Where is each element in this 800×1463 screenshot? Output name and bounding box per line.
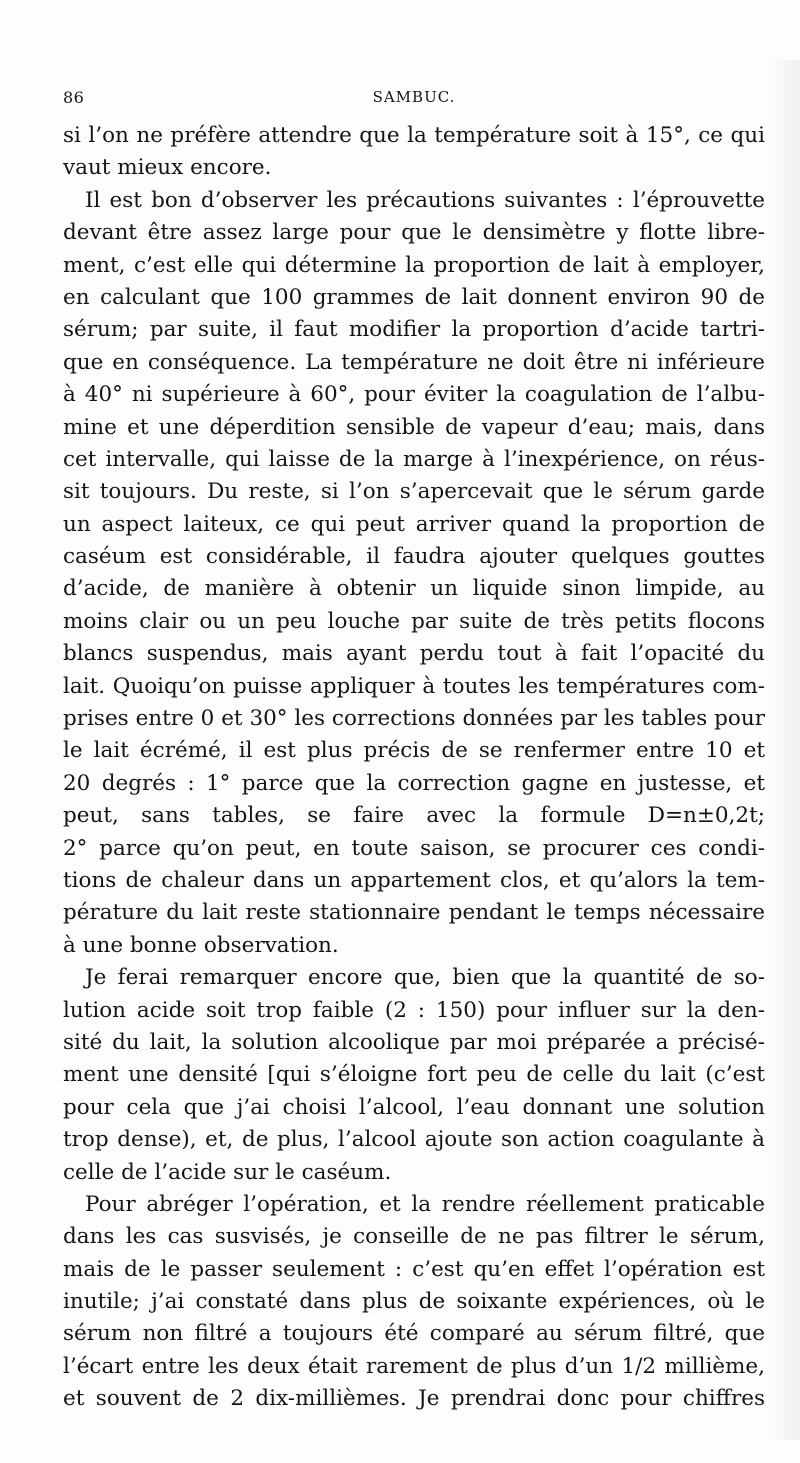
text-line: cet intervalle, qui laisse de la marge à l’inexpérience, on réus-	[63, 446, 765, 472]
text-line: à 40° ni supérieure à 60°, pour éviter la coagulation de l’albu-	[63, 382, 765, 408]
text-line: mine et une déperdition sensible de vapeur d’eau; mais, dans	[63, 414, 765, 440]
formula-line: peut, sans tables, se faire avec la formule D=n±0,2t;	[63, 803, 765, 829]
text-line: un aspect laiteux, ce qui peut arriver quand la proportion de	[63, 511, 765, 537]
text-line: 2° parce qu’on peut, en toute saison, se procurer ces condi-	[63, 835, 765, 861]
text-line: pour cela que j’ai choisi l’alcool, l’eau donnant une solution	[63, 1094, 765, 1120]
text-line: Pour abréger l’opération, et la rendre réellement praticable	[85, 1191, 765, 1217]
text-line: sérum non filtré a toujours été comparé au sérum filtré, que	[63, 1321, 765, 1347]
body-text	[63, 120, 765, 1416]
text-line: si l’on ne préfère attendre que la température soit à 15°, ce qui	[63, 123, 765, 148]
running-head	[63, 88, 765, 110]
text-line: le lait écrémé, il est plus précis de se renfermer entre 10 et	[63, 738, 765, 764]
text-line: celle de l’acide sur le caséum.	[63, 1159, 392, 1185]
text-line: prises entre 0 et 30° les corrections données par les tables pour	[63, 706, 765, 732]
text-line: d’acide, de manière à obtenir un liquide sinon limpide, au	[63, 576, 765, 602]
text-line: Il est bon d’observer les précautions suivantes : l’éprouvette	[85, 187, 765, 213]
text-line: 20 degrés : 1° parce que la correction gagne en justesse, et	[63, 770, 765, 796]
text-line: en calculant que 100 grammes de lait donnent environ 90 de	[63, 284, 765, 310]
text-line: sit toujours. Du reste, si l’on s’apercevait que le sérum garde	[63, 479, 765, 505]
text-line: pérature du lait reste stationnaire pendant le temps nécessaire	[63, 900, 765, 926]
text-line: inutile; j’ai constaté dans plus de soixante expériences, où le	[63, 1289, 765, 1315]
text-line: lait. Quoiqu’on puisse appliquer à toutes les températures com-	[63, 673, 765, 699]
running-title: SAMBUC.	[372, 88, 456, 106]
text-line: l’écart entre les deux était rarement de plus d’un 1/2 millième,	[63, 1353, 765, 1379]
text-line: devant être assez large pour que le densimètre y flotte libre-	[63, 220, 765, 246]
page-edge-shadow	[766, 60, 800, 1440]
text-line: moins clair ou un peu louche par suite de très petits flocons	[63, 608, 765, 634]
text-line: que en conséquence. La température ne doit être ni inférieure	[63, 349, 765, 375]
page-number: 86	[63, 88, 85, 107]
text-line: blancs suspendus, mais ayant perdu tout à fait l’opacité du	[63, 641, 765, 667]
text-line: sité du lait, la solution alcoolique par moi préparée a précisé-	[63, 1029, 765, 1055]
text-line: et souvent de 2 dix-millièmes. Je prendrai donc pour chiffres	[63, 1386, 765, 1412]
text-line: sérum; par suite, il faut modifier la proportion d’acide tartri-	[63, 317, 765, 343]
text-line: tions de chaleur dans un appartement clos, et qu’alors la tem-	[63, 867, 765, 893]
text-line: ment une densité [qui s’éloigne fort peu de celle du lait (c’est	[63, 1062, 765, 1088]
text-line: lution acide soit trop faible (2 : 150) pour influer sur la den-	[63, 997, 765, 1023]
text-line: vaut mieux encore.	[63, 155, 272, 181]
text-line: caséum est considérable, il faudra ajouter quelques gouttes	[63, 544, 765, 570]
text-line: dans les cas susvisés, je conseille de ne pas filtrer le sérum,	[63, 1224, 765, 1250]
text-line: trop dense), et, de plus, l’alcool ajoute son action coagulante à	[63, 1127, 765, 1153]
text-line: ment, c’est elle qui détermine la proportion de lait à employer,	[63, 252, 765, 278]
text-line: à une bonne observation.	[63, 932, 339, 958]
text-line: Je ferai remarquer encore que, bien que la quantité de so-	[85, 965, 765, 991]
text-line: mais de le passer seulement : c’est qu’en effet l’opération est	[63, 1256, 765, 1282]
